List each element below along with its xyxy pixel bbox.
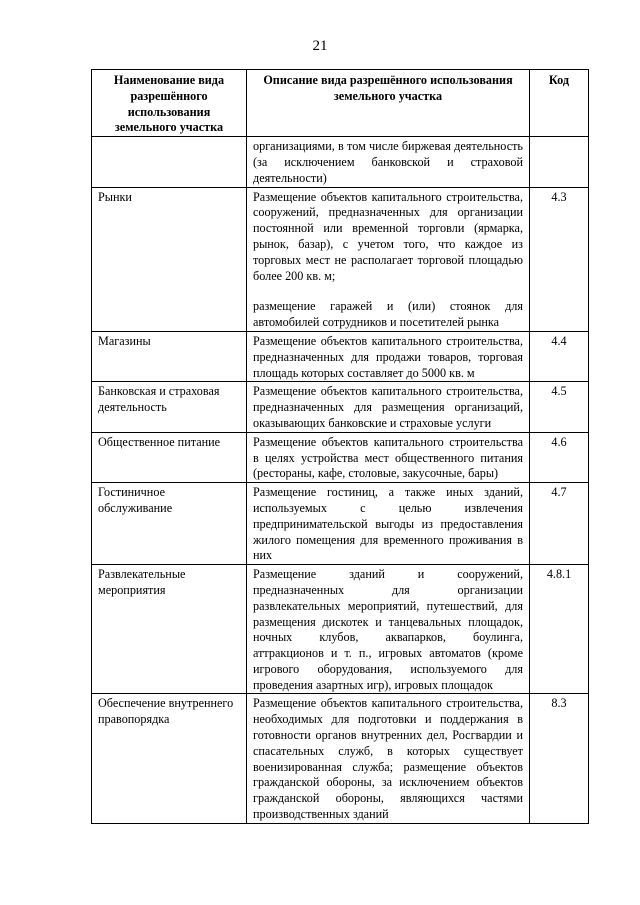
table-row-catering [92, 432, 589, 482]
header-description: Описание вида разрешённого использования земельного участка [247, 70, 530, 137]
row-code: 4.8.1 [530, 565, 589, 694]
row-code: 4.6 [530, 432, 589, 482]
row-description: Размещение зданий и сооружений, предназначенных для организации развлекательных мероприятий, путешествий, для размещения дискотек и танцевальных площадок, ночных клубов, аквапарков, боулинга, аттракционов и т. п., игровых автоматов (кроме игрового оборудования, используемого для проведения азартных игр), игровых площадок [247, 565, 530, 694]
row-code: 4.4 [530, 331, 589, 381]
row-description [247, 187, 530, 331]
row-code [530, 137, 589, 187]
table-header-row [92, 70, 589, 137]
row-description: Размещение гостиниц, а также иных зданий, используемых с целью извлечения предпринимательской выгоды из предоставления жилого помещения для временного проживания в них [247, 483, 530, 565]
row-code: 4.3 [530, 187, 589, 331]
row-name: Развлекательные мероприятия [92, 565, 247, 694]
table-row-continuation [92, 137, 589, 187]
row-code: 4.7 [530, 483, 589, 565]
row-name: Общественное питание [92, 432, 247, 482]
row-code: 8.3 [530, 694, 589, 823]
table-row-banking [92, 382, 589, 432]
page-number: 21 [312, 38, 328, 54]
row-name: Банковская и страховая деятельность [92, 382, 247, 432]
row-description: организациями, в том числе биржевая деятельность (за исключением банковской и страховой деятельности) [247, 137, 530, 187]
land-use-table [91, 69, 589, 824]
table-row-law-enforcement [92, 694, 589, 823]
row-code: 4.5 [530, 382, 589, 432]
table-row-shops [92, 331, 589, 381]
header-name: Наименование вида разрешённого использования земельного участка [92, 70, 247, 137]
row-name [92, 137, 247, 187]
row-description: Размещение объектов капитального строительства, предназначенных для продажи товаров, торговая площадь которых составляет до 5000 кв. м [247, 331, 530, 381]
row-name: Магазины [92, 331, 247, 381]
row-description: Размещение объектов капитального строительства в целях устройства мест общественного питания (рестораны, кафе, столовые, закусочные, бары) [247, 432, 530, 482]
table-row-hotels [92, 483, 589, 565]
header-code: Код [530, 70, 589, 137]
row-name: Обеспечение внутреннего правопорядка [92, 694, 247, 823]
description-paragraph: Размещение объектов капитального строительства, сооружений, предназначенных для организации постоянной или временной торговли (ярмарка, рынок, базар), с учетом того, что каждое из торговых мест не располагает торговой площадью более 200 кв. м; [253, 189, 523, 283]
table-row-markets [92, 187, 589, 331]
row-name: Рынки [92, 187, 247, 331]
table-row-entertainment [92, 565, 589, 694]
row-description: Размещение объектов капитального строительства, необходимых для подготовки и поддержания в готовности органов внутренних дел, Росгвардии и спасательных служб, в которых существует военизированная служба; размещение объектов гражданской обороны, за исключением объектов гражданской обороны, являющихся частями производственных зданий [247, 694, 530, 823]
description-paragraph: размещение гаражей и (или) стоянок для автомобилей сотрудников и посетителей рынка [253, 299, 523, 330]
row-name: Гостиничное обслуживание [92, 483, 247, 565]
row-description: Размещение объектов капитального строительства, предназначенных для размещения организаций, оказывающих банковские и страховые услуги [247, 382, 530, 432]
